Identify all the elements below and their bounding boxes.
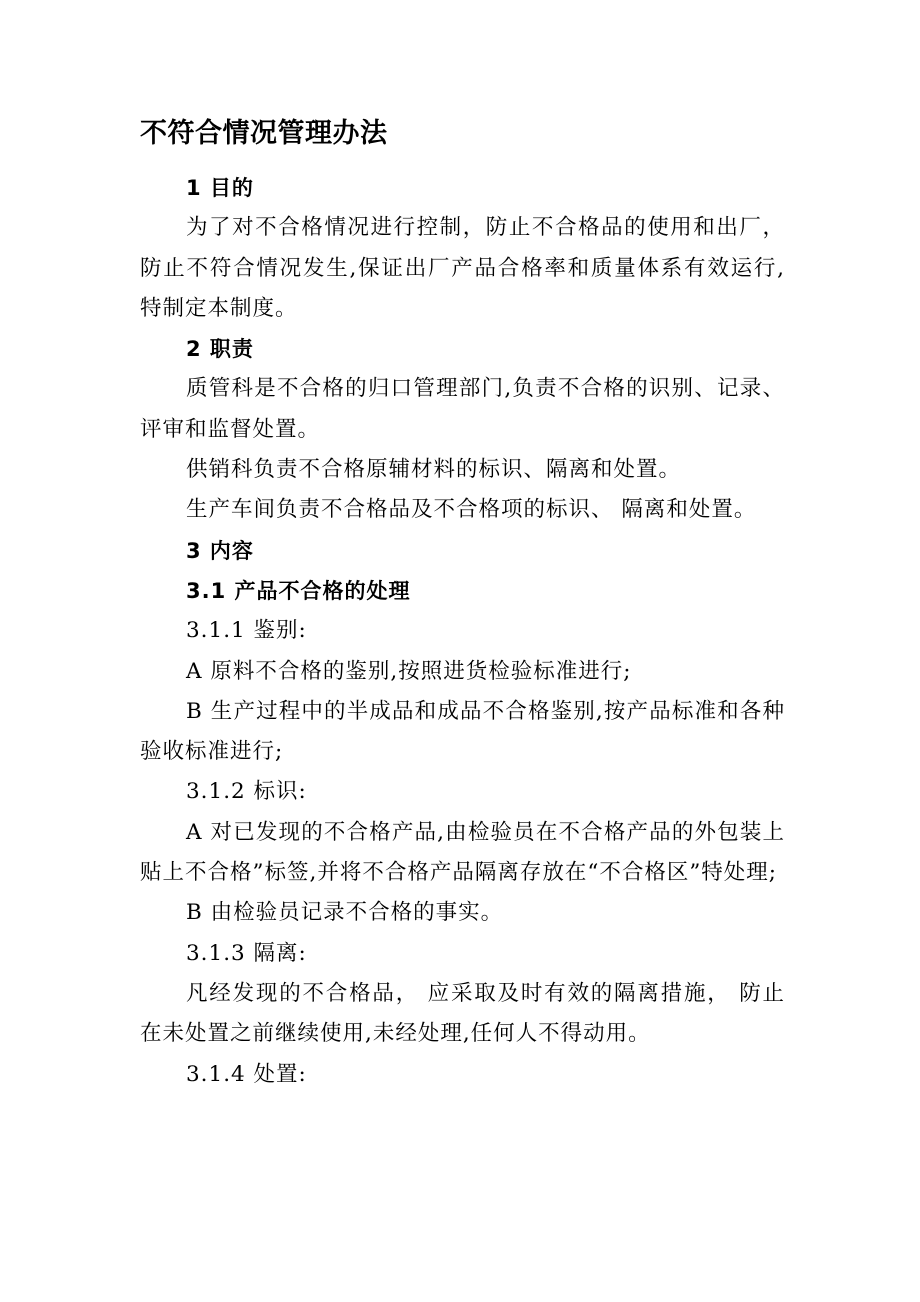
item-marking-label: A 对已发现的不合格产品,由检验员在不合格产品的外包装上贴上不合格”标签,并将不合格产品隔离存放在“不合格区”特处理; xyxy=(140,819,785,886)
clause-marking: 3.1.2 标识: xyxy=(186,779,307,805)
paragraph-purpose: 为了对不合格情况进行控制，防止不合格品的使用和出厂，防止不符合情况发生,保证出厂产品合格率和质量体系有效运行,特制定本制度。 xyxy=(140,215,785,321)
clause-disposal: 3.1.4 处置: xyxy=(186,1061,307,1087)
section-heading-purpose: 1 目的 xyxy=(186,176,254,200)
paragraph-quality-dept: 质管科是不合格的归口管理部门,负责不合格的识别、记录、评审和监督处置。 xyxy=(140,376,785,442)
item-raw-material-identification: A 原料不合格的鉴别,按照进货检验标准进行; xyxy=(186,658,632,684)
section-heading-responsibilities: 2 职责 xyxy=(186,337,254,362)
paragraph-isolation: 凡经发现的不合格品， 应采取及时有效的隔离措施， 防止在未处置之前继续使用,未经处理,任何人不得动用。 xyxy=(140,980,785,1047)
subsection-heading-product-nonconformity: 3.1 产品不合格的处理 xyxy=(186,578,411,603)
document-title: 不符合情况管理办法 xyxy=(140,118,388,149)
clause-isolation: 3.1.3 隔离: xyxy=(186,940,307,966)
item-production-identification: B 生产过程中的半成品和成品不合格鉴别,按产品标准和各种验收标准进行; xyxy=(140,698,785,765)
paragraph-supply-dept: 供销科负责不合格原辅材料的标识、隔离和处置。 xyxy=(186,457,682,483)
section-heading-content: 3 内容 xyxy=(186,538,254,563)
paragraph-production-dept: 生产车间负责不合格品及不合格项的标识、 隔离和处置。 xyxy=(186,497,757,523)
clause-identification: 3.1.1 鉴别: xyxy=(186,618,307,644)
document-body xyxy=(140,168,785,1095)
item-marking-record: B 由检验员记录不合格的事实。 xyxy=(186,900,504,926)
